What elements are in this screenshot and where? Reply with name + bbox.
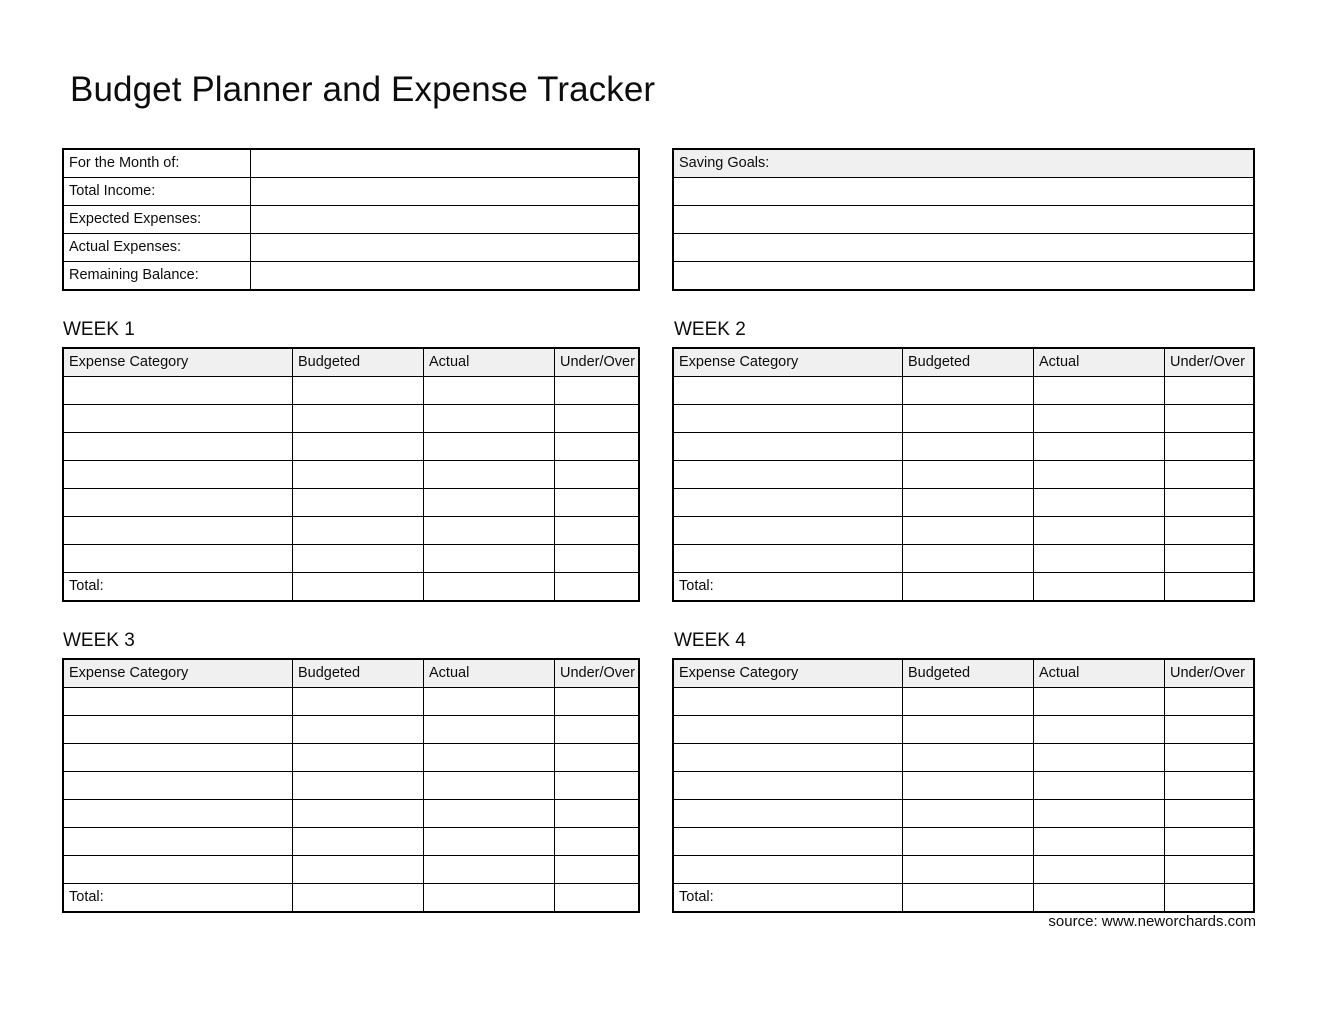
cell-budgeted[interactable] (903, 744, 1034, 772)
summary-value-remaining-balance[interactable] (251, 262, 640, 291)
cell-category[interactable] (63, 545, 293, 573)
cell-budgeted[interactable] (293, 744, 424, 772)
table-row (63, 262, 639, 291)
cell-under-over[interactable] (555, 716, 640, 744)
table-row (63, 800, 639, 828)
saving-goals-table (672, 148, 1255, 291)
cell-actual[interactable] (424, 433, 555, 461)
cell-under-over[interactable] (1165, 545, 1255, 573)
cell-category[interactable] (63, 489, 293, 517)
cell-actual[interactable] (424, 828, 555, 856)
total-label: Total: (63, 573, 293, 602)
cell-category[interactable] (673, 716, 903, 744)
cell-category[interactable] (673, 545, 903, 573)
cell-actual[interactable] (424, 800, 555, 828)
week-4-heading: WEEK 4 (674, 630, 746, 651)
total-label: Total: (673, 573, 903, 602)
table-row (63, 744, 639, 772)
cell-budgeted[interactable] (293, 545, 424, 573)
column-header-under-over: Under/Over (1165, 659, 1255, 688)
cell-budgeted[interactable] (293, 772, 424, 800)
cell-actual[interactable] (1034, 405, 1165, 433)
cell-actual[interactable] (424, 744, 555, 772)
table-row (63, 772, 639, 800)
cell-budgeted[interactable] (903, 772, 1034, 800)
cell-budgeted[interactable] (903, 433, 1034, 461)
summary-label-actual-expenses: Actual Expenses: (63, 234, 251, 262)
cell-budgeted[interactable] (293, 405, 424, 433)
cell-actual[interactable] (424, 688, 555, 716)
total-actual[interactable] (1034, 573, 1165, 602)
cell-under-over[interactable] (555, 744, 640, 772)
table-row (673, 405, 1254, 433)
cell-actual[interactable] (424, 517, 555, 545)
table-header-row (673, 348, 1254, 377)
cell-category[interactable] (63, 744, 293, 772)
cell-budgeted[interactable] (903, 800, 1034, 828)
cell-actual[interactable] (1034, 517, 1165, 545)
cell-actual[interactable] (424, 461, 555, 489)
cell-actual[interactable] (424, 716, 555, 744)
week-2-heading: WEEK 2 (674, 319, 746, 340)
cell-under-over[interactable] (1165, 744, 1255, 772)
cell-under-over[interactable] (1165, 688, 1255, 716)
column-header-budgeted: Budgeted (903, 348, 1034, 377)
cell-actual[interactable] (1034, 744, 1165, 772)
total-under-over[interactable] (1165, 573, 1255, 602)
column-header-under-over: Under/Over (1165, 348, 1255, 377)
column-header-actual: Actual (1034, 659, 1165, 688)
cell-category[interactable] (673, 377, 903, 405)
total-budgeted[interactable] (293, 573, 424, 602)
cell-budgeted[interactable] (293, 716, 424, 744)
table-row (673, 688, 1254, 716)
column-header-expense-category: Expense Category (673, 348, 903, 377)
cell-budgeted[interactable] (293, 461, 424, 489)
cell-under-over[interactable] (555, 433, 640, 461)
cell-budgeted[interactable] (293, 856, 424, 884)
table-row (673, 461, 1254, 489)
table-row (673, 149, 1254, 178)
table-row (673, 716, 1254, 744)
cell-category[interactable] (673, 828, 903, 856)
table-row (673, 433, 1254, 461)
table-row (63, 405, 639, 433)
table-row (63, 461, 639, 489)
column-header-actual: Actual (1034, 348, 1165, 377)
cell-category[interactable] (673, 405, 903, 433)
cell-budgeted[interactable] (903, 828, 1034, 856)
week-1-table (62, 347, 640, 602)
table-row (673, 206, 1254, 234)
cell-actual[interactable] (1034, 545, 1165, 573)
saving-goals-header: Saving Goals: (673, 149, 1254, 178)
table-row (63, 517, 639, 545)
table-row (63, 206, 639, 234)
cell-budgeted[interactable] (293, 688, 424, 716)
cell-budgeted[interactable] (293, 517, 424, 545)
column-header-expense-category: Expense Category (673, 659, 903, 688)
summary-label-expected-expenses: Expected Expenses: (63, 206, 251, 234)
cell-under-over[interactable] (1165, 517, 1255, 545)
table-row (673, 262, 1254, 291)
cell-budgeted[interactable] (293, 800, 424, 828)
week-3-heading: WEEK 3 (63, 630, 135, 651)
cell-category[interactable] (673, 800, 903, 828)
week-4-body (673, 659, 1254, 912)
cell-category[interactable] (673, 461, 903, 489)
cell-under-over[interactable] (1165, 716, 1255, 744)
cell-actual[interactable] (1034, 489, 1165, 517)
cell-budgeted[interactable] (903, 405, 1034, 433)
table-row (673, 744, 1254, 772)
cell-actual[interactable] (424, 377, 555, 405)
saving-goal-entry[interactable] (673, 206, 1254, 234)
table-row (63, 433, 639, 461)
total-actual[interactable] (424, 573, 555, 602)
total-label: Total: (63, 884, 293, 913)
column-header-expense-category: Expense Category (63, 348, 293, 377)
total-budgeted[interactable] (903, 573, 1034, 602)
cell-budgeted[interactable] (293, 489, 424, 517)
summary-value-expected-expenses[interactable] (251, 206, 640, 234)
column-header-actual: Actual (424, 659, 555, 688)
cell-under-over[interactable] (1165, 800, 1255, 828)
table-row (673, 377, 1254, 405)
cell-under-over[interactable] (555, 772, 640, 800)
cell-category[interactable] (673, 489, 903, 517)
cell-actual[interactable] (1034, 716, 1165, 744)
cell-actual[interactable] (1034, 377, 1165, 405)
cell-under-over[interactable] (1165, 377, 1255, 405)
table-row (63, 234, 639, 262)
week-1-heading: WEEK 1 (63, 319, 135, 340)
cell-under-over[interactable] (1165, 828, 1255, 856)
cell-actual[interactable] (424, 545, 555, 573)
cell-actual[interactable] (1034, 688, 1165, 716)
cell-actual[interactable] (1034, 461, 1165, 489)
saving-goal-entry[interactable] (673, 262, 1254, 291)
saving-goal-entry[interactable] (673, 234, 1254, 262)
cell-category[interactable] (63, 433, 293, 461)
table-row (673, 234, 1254, 262)
table-row (63, 856, 639, 884)
cell-budgeted[interactable] (903, 517, 1034, 545)
page-title: Budget Planner and Expense Tracker (70, 70, 656, 109)
cell-under-over[interactable] (555, 517, 640, 545)
table-row (673, 800, 1254, 828)
cell-actual[interactable] (424, 489, 555, 517)
cell-budgeted[interactable] (903, 688, 1034, 716)
table-row (63, 545, 639, 573)
total-under-over[interactable] (555, 884, 640, 913)
cell-category[interactable] (63, 800, 293, 828)
cell-actual[interactable] (1034, 433, 1165, 461)
cell-budgeted[interactable] (293, 377, 424, 405)
cell-category[interactable] (63, 772, 293, 800)
column-header-under-over: Under/Over (555, 348, 640, 377)
total-budgeted[interactable] (903, 884, 1034, 913)
summary-value-actual-expenses[interactable] (251, 234, 640, 262)
cell-under-over[interactable] (1165, 856, 1255, 884)
table-row (63, 716, 639, 744)
table-row (673, 545, 1254, 573)
column-header-actual: Actual (424, 348, 555, 377)
table-row (63, 149, 639, 178)
cell-budgeted[interactable] (903, 377, 1034, 405)
cell-budgeted[interactable] (293, 828, 424, 856)
cell-under-over[interactable] (555, 688, 640, 716)
column-header-under-over: Under/Over (555, 659, 640, 688)
table-row (63, 828, 639, 856)
cell-actual[interactable] (424, 405, 555, 433)
cell-under-over[interactable] (1165, 433, 1255, 461)
summary-value-month[interactable] (251, 149, 640, 178)
table-total-row (63, 573, 639, 602)
cell-budgeted[interactable] (903, 461, 1034, 489)
table-row (673, 489, 1254, 517)
saving-goals-body (673, 149, 1254, 290)
cell-under-over[interactable] (555, 545, 640, 573)
total-actual[interactable] (1034, 884, 1165, 913)
source-attribution: source: www.neworchards.com (1048, 913, 1256, 930)
cell-under-over[interactable] (555, 377, 640, 405)
table-total-row (673, 884, 1254, 913)
table-header-row (63, 659, 639, 688)
table-header-row (63, 348, 639, 377)
monthly-summary-body (63, 149, 639, 290)
cell-category[interactable] (673, 517, 903, 545)
cell-category[interactable] (673, 772, 903, 800)
cell-category[interactable] (63, 461, 293, 489)
cell-category[interactable] (63, 377, 293, 405)
cell-category[interactable] (63, 856, 293, 884)
cell-actual[interactable] (1034, 856, 1165, 884)
total-budgeted[interactable] (293, 884, 424, 913)
summary-label-total-income: Total Income: (63, 178, 251, 206)
week-4-table (672, 658, 1255, 913)
cell-under-over[interactable] (1165, 461, 1255, 489)
week-2-body (673, 348, 1254, 601)
cell-budgeted[interactable] (903, 716, 1034, 744)
week-1-body (63, 348, 639, 601)
monthly-summary-table (62, 148, 640, 291)
table-row (63, 489, 639, 517)
table-row (673, 517, 1254, 545)
week-2-table (672, 347, 1255, 602)
summary-label-remaining-balance: Remaining Balance: (63, 262, 251, 291)
table-row (673, 772, 1254, 800)
cell-under-over[interactable] (555, 405, 640, 433)
cell-category[interactable] (673, 744, 903, 772)
cell-actual[interactable] (424, 772, 555, 800)
table-row (673, 828, 1254, 856)
table-row (63, 688, 639, 716)
cell-under-over[interactable] (555, 800, 640, 828)
cell-under-over[interactable] (555, 461, 640, 489)
cell-actual[interactable] (1034, 828, 1165, 856)
summary-value-total-income[interactable] (251, 178, 640, 206)
table-header-row (673, 659, 1254, 688)
cell-actual[interactable] (1034, 800, 1165, 828)
cell-under-over[interactable] (555, 489, 640, 517)
cell-actual[interactable] (424, 856, 555, 884)
cell-budgeted[interactable] (903, 489, 1034, 517)
cell-category[interactable] (63, 828, 293, 856)
cell-under-over[interactable] (1165, 405, 1255, 433)
cell-under-over[interactable] (1165, 489, 1255, 517)
table-total-row (673, 573, 1254, 602)
cell-budgeted[interactable] (293, 433, 424, 461)
column-header-budgeted: Budgeted (903, 659, 1034, 688)
table-row (673, 178, 1254, 206)
cell-category[interactable] (63, 405, 293, 433)
cell-category[interactable] (63, 517, 293, 545)
cell-category[interactable] (673, 856, 903, 884)
total-under-over[interactable] (555, 573, 640, 602)
cell-category[interactable] (63, 716, 293, 744)
column-header-budgeted: Budgeted (293, 348, 424, 377)
cell-budgeted[interactable] (903, 545, 1034, 573)
total-under-over[interactable] (1165, 884, 1255, 913)
cell-under-over[interactable] (555, 828, 640, 856)
table-row (673, 856, 1254, 884)
table-total-row (63, 884, 639, 913)
total-actual[interactable] (424, 884, 555, 913)
table-row (63, 178, 639, 206)
cell-category[interactable] (673, 433, 903, 461)
cell-under-over[interactable] (1165, 772, 1255, 800)
week-3-table (62, 658, 640, 913)
column-header-expense-category: Expense Category (63, 659, 293, 688)
cell-under-over[interactable] (555, 856, 640, 884)
cell-category[interactable] (63, 688, 293, 716)
total-label: Total: (673, 884, 903, 913)
cell-category[interactable] (673, 688, 903, 716)
week-3-body (63, 659, 639, 912)
table-row (63, 377, 639, 405)
summary-label-month: For the Month of: (63, 149, 251, 178)
cell-budgeted[interactable] (903, 856, 1034, 884)
column-header-budgeted: Budgeted (293, 659, 424, 688)
saving-goal-entry[interactable] (673, 178, 1254, 206)
cell-actual[interactable] (1034, 772, 1165, 800)
